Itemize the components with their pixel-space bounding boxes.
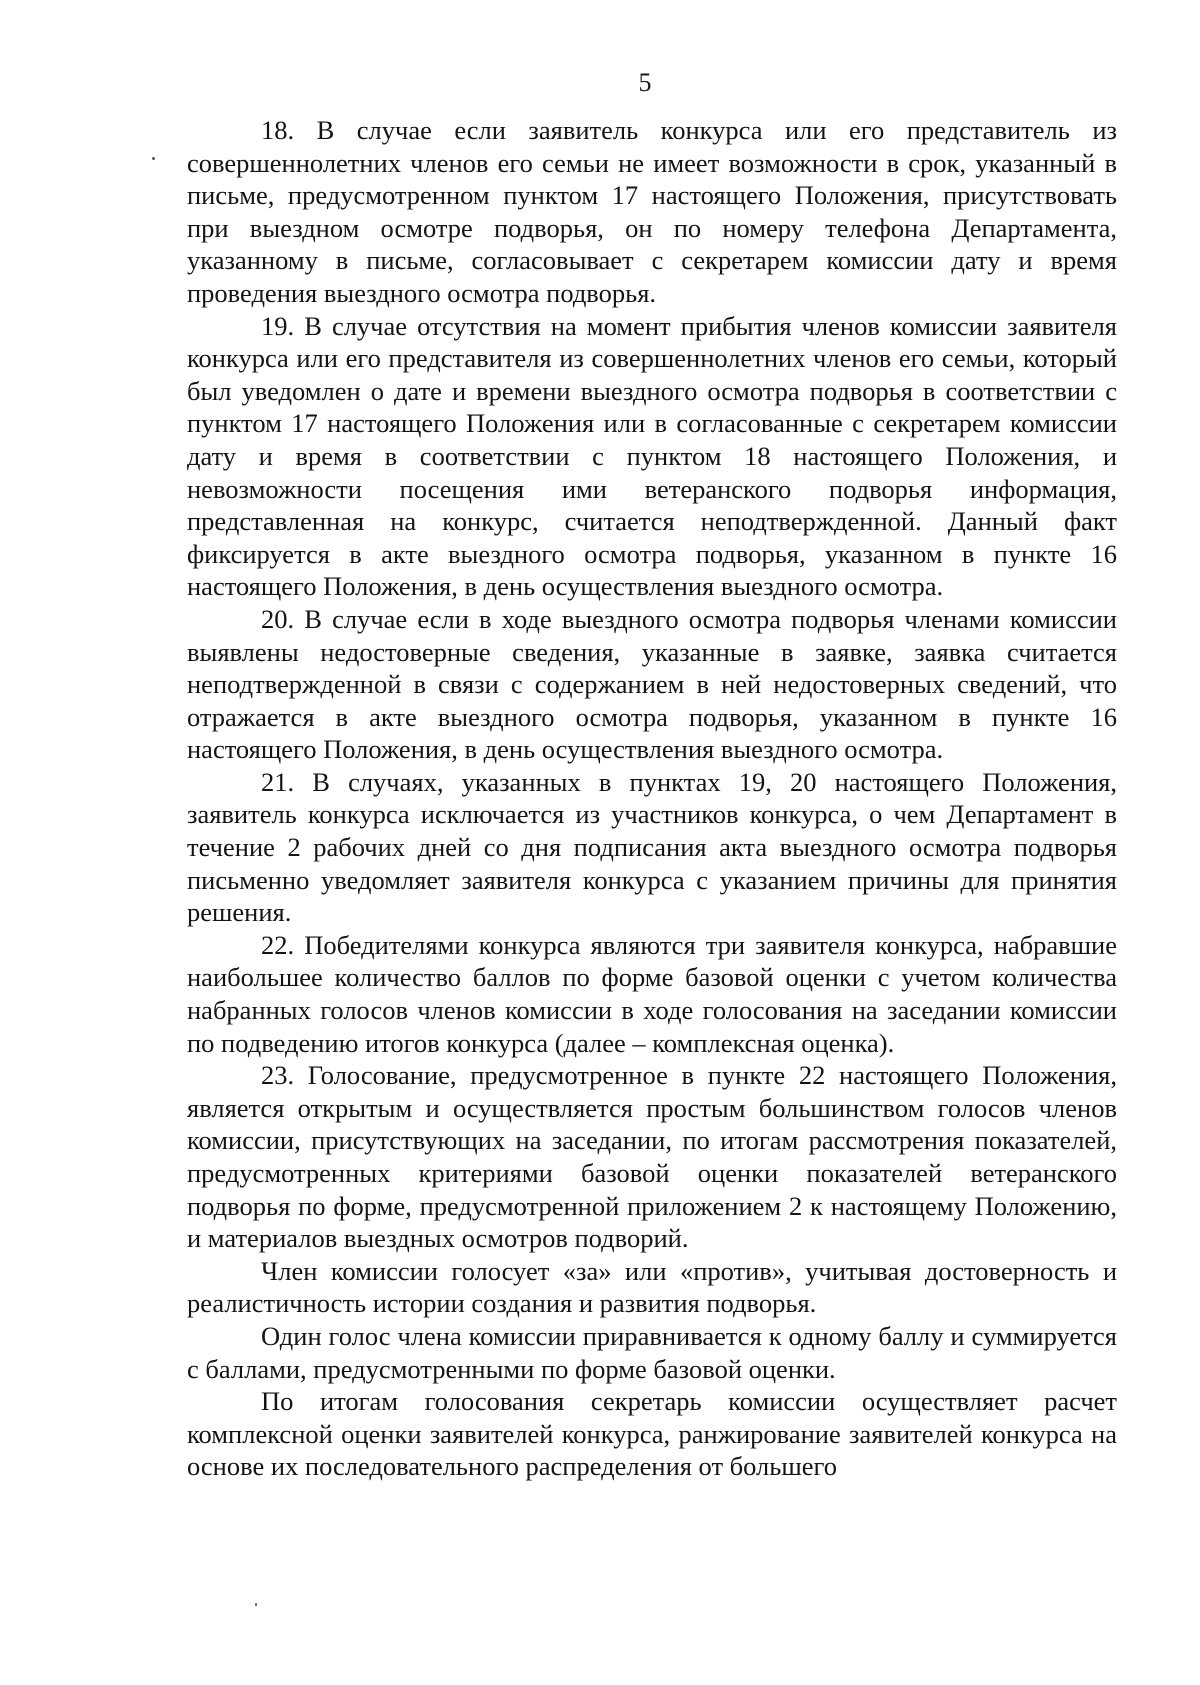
scan-speck: [255, 1603, 257, 1606]
paragraph-21: 21. В случаях, указанных в пунктах 19, 20 настоящего Положения, заявитель конкурса исключается из участников конкурса, о чем Департамент в течение 2 рабочих дней со дня подписания акта выездного осмотра подворья письменно уведомляет заявителя конкурса с указанием причины для принятия решения.: [187, 766, 1117, 928]
page-number: 5: [638, 68, 652, 97]
paragraph-20: 20. В случае если в ходе выездного осмотра подворья членами комиссии выявлены недостоверные сведения, указанные в заявке, заявка считается неподтвержденной в связи с содержанием в ней недостоверных сведений, что отражается в акте выездного осмотра подворья, указанном в пункте 16 настоящего Положения, в день осуществления выездного осмотра.: [187, 603, 1117, 765]
paragraph-19: 19. В случае отсутствия на момент прибытия членов комиссии заявителя конкурса или его представителя из совершеннолетних членов его семьи, который был уведомлен о дате и времени выездного осмотра подворья в соответствии с пунктом 17 настоящего Положения или в согласованные с секретарем комиссии дату и время в соответствии с пунктом 18 настоящего Положения, и невозможности посещения ими ветеранского подворья информация, представленная на конкурс, считается неподтвержденной. Данный факт фиксируется в акте выездного осмотра подворья, указанном в пункте 16 настоящего Положения, в день осуществления выездного осмотра.: [187, 310, 1117, 602]
scan-speck: [152, 157, 155, 160]
paragraph-vote-weight: Один голос члена комиссии приравнивается к одному баллу и суммируется с баллами, предусмотренными по форме базовой оценки.: [187, 1320, 1117, 1384]
document-body: [187, 114, 1117, 1483]
paragraph-23: 23. Голосование, предусмотренное в пункте 22 настоящего Положения, является открытым и осуществляется простым большинством голосов членов комиссии, присутствующих на заседании, по итогам рассмотрения показателей, предусмотренных критериями базовой оценки показателей ветеранского подворья по форме, предусмотренной приложением 2 к настоящему Положению, и материалов выездных осмотров подворий.: [187, 1060, 1117, 1254]
paragraph-22: 22. Победителями конкурса являются три заявителя конкурса, набравшие наибольшее количество баллов по форме базовой оценки с учетом количества набранных голосов членов комиссии в ходе голосования на заседании комиссии по подведению итогов конкурса (далее – комплексная оценка).: [187, 929, 1117, 1058]
paragraph-vote-rule: Член комиссии голосует «за» или «против», учитывая достоверность и реалистичность истории создания и развития подворья.: [187, 1255, 1117, 1319]
paragraph-18: 18. В случае если заявитель конкурса или его представитель из совершеннолетних членов его семьи не имеет возможности в срок, указанный в письме, предусмотренном пунктом 17 настоящего Положения, присутствовать при выездном осмотре подворья, он по номеру телефона Департамента, указанному в письме, согласовывает с секретарем комиссии дату и время проведения выездного осмотра подворья.: [187, 115, 1117, 308]
paragraph-vote-result: По итогам голосования секретарь комиссии осуществляет расчет комплексной оценки заявителей конкурса, ранжирование заявителей конкурса на основе их последовательного распределения от большего: [187, 1386, 1117, 1482]
